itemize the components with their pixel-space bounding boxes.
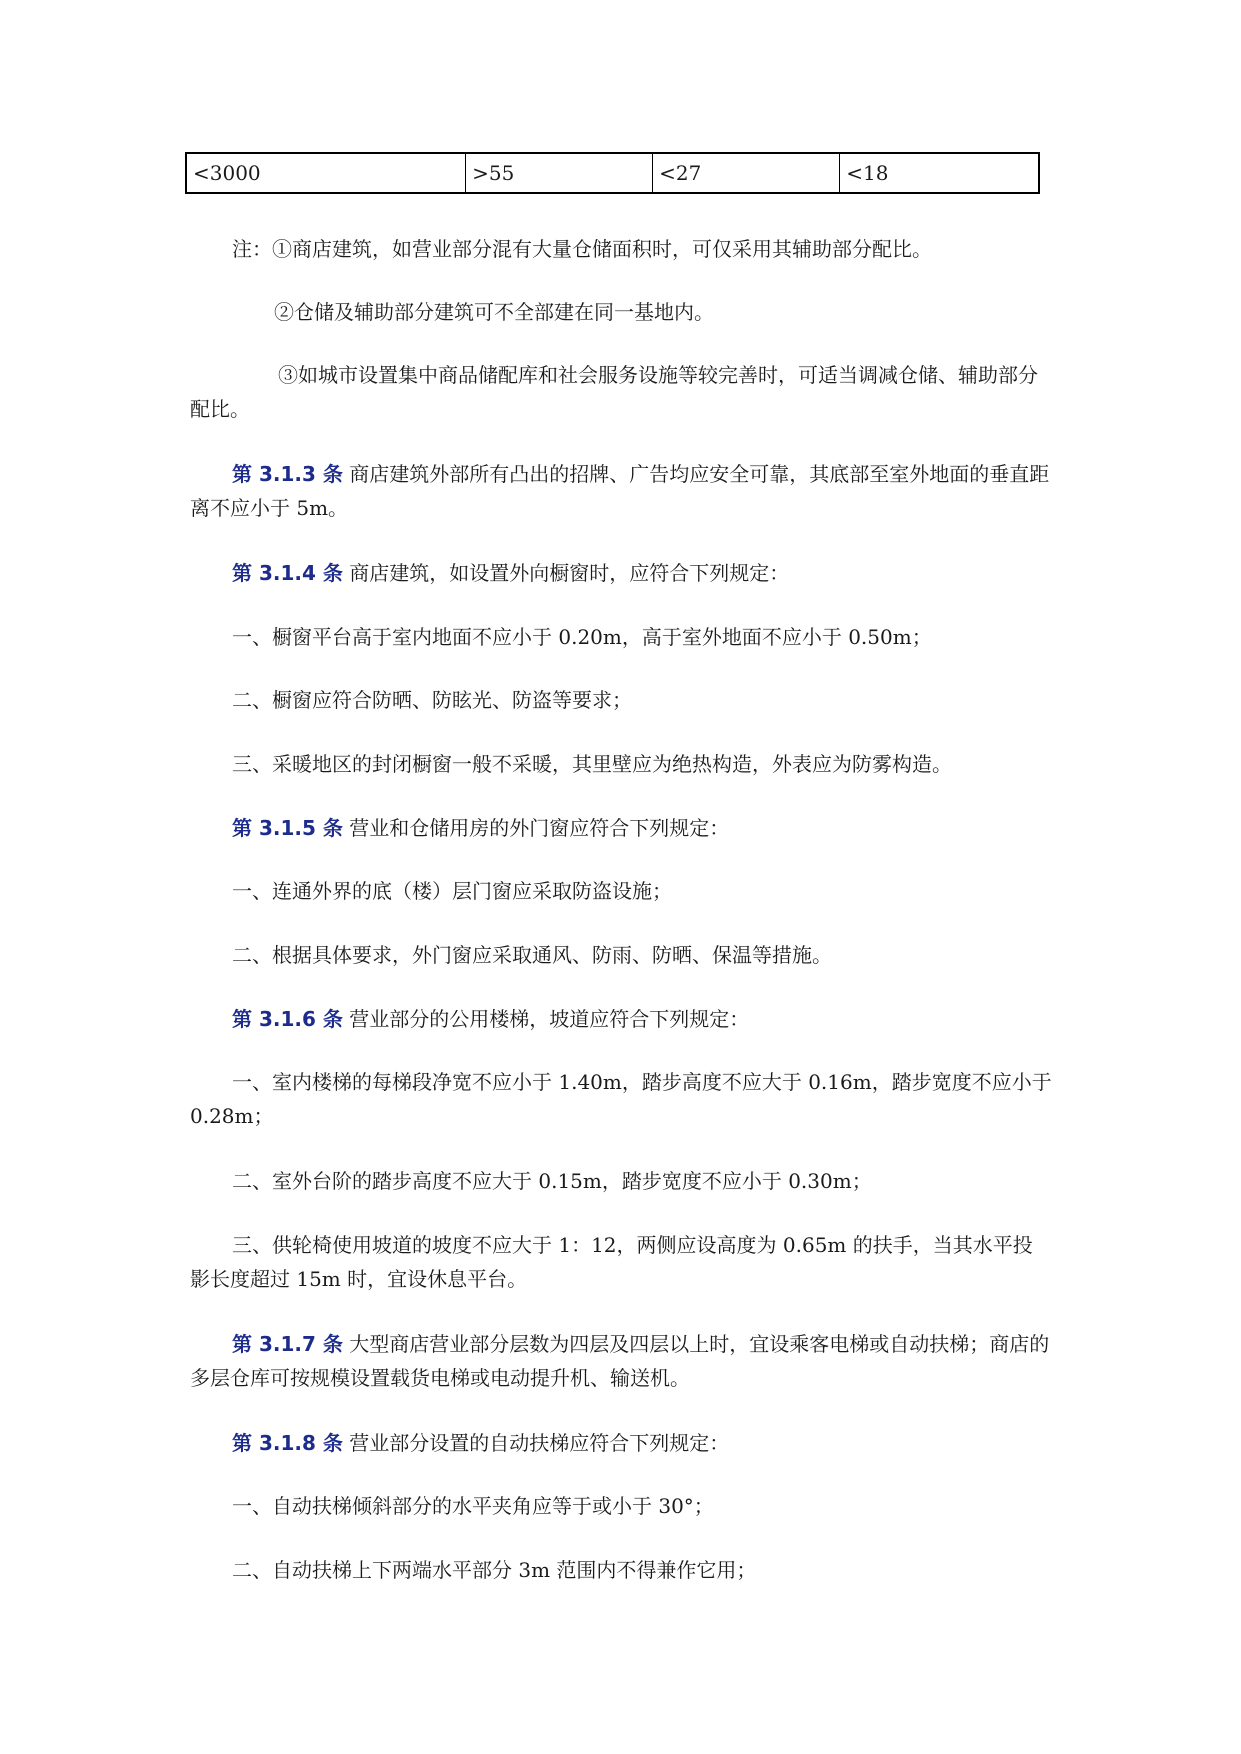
list-item: 一、室内楼梯的每梯段净宽不应小于 1.40m，踏步高度不应大于 0.16m，踏步宽度不应小于 0.28m；: [190, 1070, 1052, 1128]
list-item: 一、连通外界的底（楼）层门窗应采取防盗设施；: [232, 879, 672, 903]
list-item: 一、自动扶梯倾斜部分的水平夹角应等于或小于 30°；: [232, 1494, 714, 1518]
article-label: 第 3.1.5 条: [232, 816, 343, 840]
article-label: 第 3.1.7 条: [232, 1332, 343, 1356]
list-item: 三、供轮椅使用坡道的坡度不应大于 1：12，两侧应设高度为 0.65m 的扶手，当其水平投影长度超过 15m 时，宜设休息平台。: [190, 1233, 1033, 1291]
list-item: 二、橱窗应符合防晒、防眩光、防盗等要求；: [232, 688, 632, 712]
article-text: 商店建筑，如设置外向橱窗时，应符合下列规定：: [342, 561, 790, 585]
article-label: 第 3.1.4 条: [232, 561, 343, 585]
list-item: 一、橱窗平台高于室内地面不应小于 0.20m，高于室外地面不应小于 0.50m；: [232, 625, 932, 649]
article-3-1-4: [190, 556, 1052, 590]
article-3-1-7: [190, 1327, 1052, 1395]
list-item: 二、根据具体要求，外门窗应采取通风、防雨、防晒、保温等措施。: [232, 943, 832, 967]
article-3-1-6: [190, 1002, 1052, 1036]
article-label: 第 3.1.6 条: [232, 1007, 343, 1031]
list-item: 三、采暖地区的封闭橱窗一般不采暖，其里壁应为绝热构造，外表应为防雾构造。: [232, 752, 952, 776]
article-text: 商店建筑外部所有凸出的招牌、广告均应安全可靠，其底部至室外地面的垂直距离不应小于 5m。: [190, 462, 1050, 520]
article-3-1-8: [190, 1426, 1052, 1460]
note-2: ②仓储及辅助部分建筑可不全部建在同一基地内。: [274, 300, 714, 324]
article-text: 营业部分设置的自动扶梯应符合下列规定：: [342, 1431, 730, 1455]
table-row: [186, 153, 1039, 193]
article-text: 大型商店营业部分层数为四层及四层以上时，宜设乘客电梯或自动扶梯；商店的多层仓库可按规模设置载货电梯或电动提升机、输送机。: [190, 1332, 1050, 1390]
note-3: ③如城市设置集中商品储配库和社会服务设施等较完善时，可适当调减仓储、辅助部分配比。: [190, 363, 1038, 421]
ratio-table: [185, 152, 1040, 194]
article-label: 第 3.1.8 条: [232, 1431, 343, 1455]
article-text: 营业和仓储用房的外门窗应符合下列规定：: [342, 816, 730, 840]
article-3-1-3: [190, 457, 1052, 525]
table-cell: <27: [653, 153, 840, 193]
list-item: 二、室外台阶的踏步高度不应大于 0.15m，踏步宽度不应小于 0.30m；: [232, 1169, 872, 1193]
table-cell: >55: [466, 153, 653, 193]
table-cell: <3000: [186, 153, 466, 193]
article-text: 营业部分的公用楼梯，坡道应符合下列规定：: [342, 1007, 750, 1031]
article-label: 第 3.1.3 条: [232, 462, 343, 486]
list-item: 二、自动扶梯上下两端水平部分 3m 范围内不得兼作它用；: [232, 1558, 757, 1582]
article-3-1-5: [190, 811, 1052, 845]
note-1: 注：①商店建筑，如营业部分混有大量仓储面积时，可仅采用其辅助部分配比。: [232, 237, 932, 261]
table-cell: <18: [840, 153, 1039, 193]
